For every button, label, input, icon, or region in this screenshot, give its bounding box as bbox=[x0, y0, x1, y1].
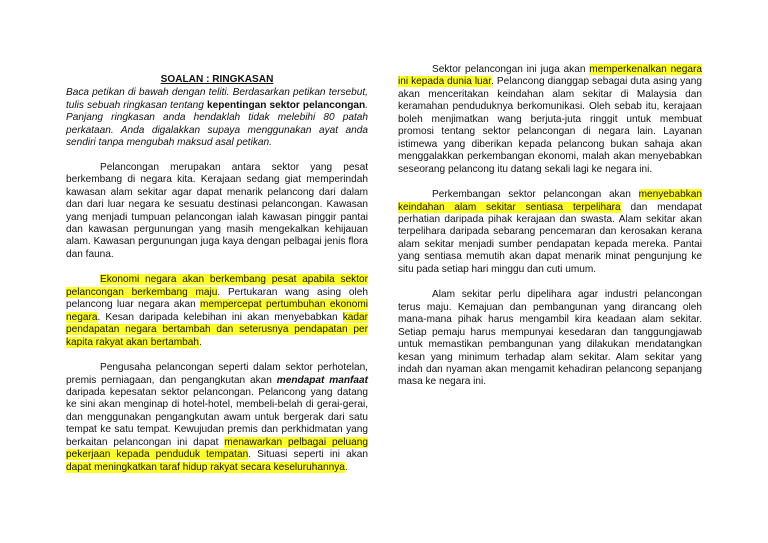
body-text: Pengusaha pelancongan seperti dalam sektor perhotelan, premis perniagaan, dan pengangkutan akan bbox=[66, 362, 368, 386]
body-text: . Pertukaran wang asing oleh pelancong luar negara akan bbox=[66, 286, 368, 311]
paragraph-2 bbox=[66, 274, 368, 349]
page-title: SOALAN : RINGKASAN bbox=[160, 74, 274, 85]
highlight-text: mempercepat pertumbuhan ekonomi negara bbox=[66, 299, 368, 323]
right-column bbox=[398, 64, 702, 402]
body-text: . Pelancong dianggap sebagai duta asing yang akan menceritakan keindahan alam sekitar di Malaysia dan keramahan penduduknya berkomunikasi. Oleh sebab itu, kerajaan boleh menjimatkan wang berjuta-juta ringgit untuk membuat promosi tentang sektor pelancongan di negara lain. Layanan istimewa yang diberikan kepada pelancong bukan sahaja akan menggalakkan perkembangan ekonomi, malah akan menyebabkan seseorang pelancong itu datang sekali lagi ke negara ini. bbox=[398, 76, 702, 175]
body-text: . bbox=[344, 461, 348, 473]
instruction-paragraph bbox=[66, 87, 368, 149]
highlight-text: dapat meningkatkan taraf hidup rakyat secara keseluruhannya bbox=[66, 461, 345, 473]
highlight-text: memperkenalkan negara ini kepada dunia luar bbox=[398, 64, 702, 88]
highlight-text: menyebabkan keindahan alam sekitar sentiasa terpelihara bbox=[398, 189, 702, 213]
paragraph-4 bbox=[398, 64, 702, 176]
paragraph-3 bbox=[66, 362, 368, 474]
paragraph-1: Pelancongan merupakan antara sektor yang pesat berkembang di negara kita. Kerajaan sedang giat memperindah kawasan alam sekitar agar dapat menarik pelancong dari dalam dan dari luar negara ke sesuatu destinasi pelancongan. Kawasan yang menjadi tumpuan pelancongan ialah kawasan pinggir pantai dan kawasan pergunungan yang masih mengekalkan kehijauan alam. Kawasan pergunungan juga kaya dengan pelbagai jenis flora dan fauna. bbox=[66, 161, 368, 260]
highlight-text: kadar pendapatan negara bertambah dan seterusnya pendapatan per kapita rakyat akan bertambah bbox=[66, 311, 368, 348]
intro-topic: kepentingan sektor pelancongan bbox=[206, 99, 366, 111]
emphasis-text: mendapat manfaat bbox=[276, 374, 368, 386]
body-text: Sektor pelancongan ini juga akan bbox=[432, 64, 590, 75]
paragraph-5 bbox=[398, 189, 702, 276]
intro-text-1: Baca petikan di bawah dengan teliti. Berdasarkan petikan tersebut, tulis sebuah ringkasan tentang bbox=[66, 87, 368, 111]
highlight-text: Ekonomi negara akan berkembang pesat apabila sektor pelancongan berkembang maju bbox=[66, 274, 368, 298]
left-column bbox=[66, 74, 368, 487]
body-text: daripada kepesatan sektor pelancongan. Pelancong yang datang ke sini akan menginap di hotel-hotel, membeli-belah di gerai-gerai, dan menggunakan pengangkutan awam untuk bergerak dari satu tempat ke satu tempat. Kewujudan premis dan perkhidmatan yang berkaitan pelancongan ini dapat bbox=[66, 386, 368, 448]
paragraph-6: Alam sekitar perlu dipelihara agar industri pelancongan terus maju. Kemajuan dan pembangunan yang dirancang oleh mana-mana pihak harus mengambil kira keadaan alam sekitar. Setiap pemaju harus mempunyai kesedaran dan tanggungjawab untuk memastikan pembangunan yang dilakukan mendatangkan kesan yang minimum terhadap alam sekitar. Alam sekitar yang indah dan nyaman akan mengamit kehadiran pelancong sepanjang masa ke negara ini. bbox=[398, 289, 702, 388]
body-text: Perkembangan sektor pelancongan akan bbox=[432, 189, 639, 201]
body-text: . bbox=[198, 336, 202, 348]
body-text: . Situasi seperti ini akan bbox=[248, 449, 368, 461]
body-text: dan mendapat perhatian daripada pihak kerajaan dan swasta. Alam sekitar akan terpelihara daripada sebarang pencemaran dan kerosakan kerana alam sekitar menjadi sumber pendapatan kepada mereka. Pantai yang sentiasa memutih akan dapat menarik minat pengunjung ke situ pada setiap hari minggu dan cuti umum. bbox=[398, 201, 702, 275]
highlight-text: menawarkan pelbagai peluang pekerjaan kepada penduduk tempatan bbox=[66, 436, 368, 461]
intro-text-2: . Panjang ringkasan anda hendaklah tidak melebihi 80 patah perkataan. Anda digalakkan supaya menggunakan ayat anda sendiri tanpa mengubah maksud asal petikan. bbox=[66, 99, 369, 149]
body-text: . Kesan daripada kelebihan ini akan menyebabkan bbox=[97, 311, 343, 323]
